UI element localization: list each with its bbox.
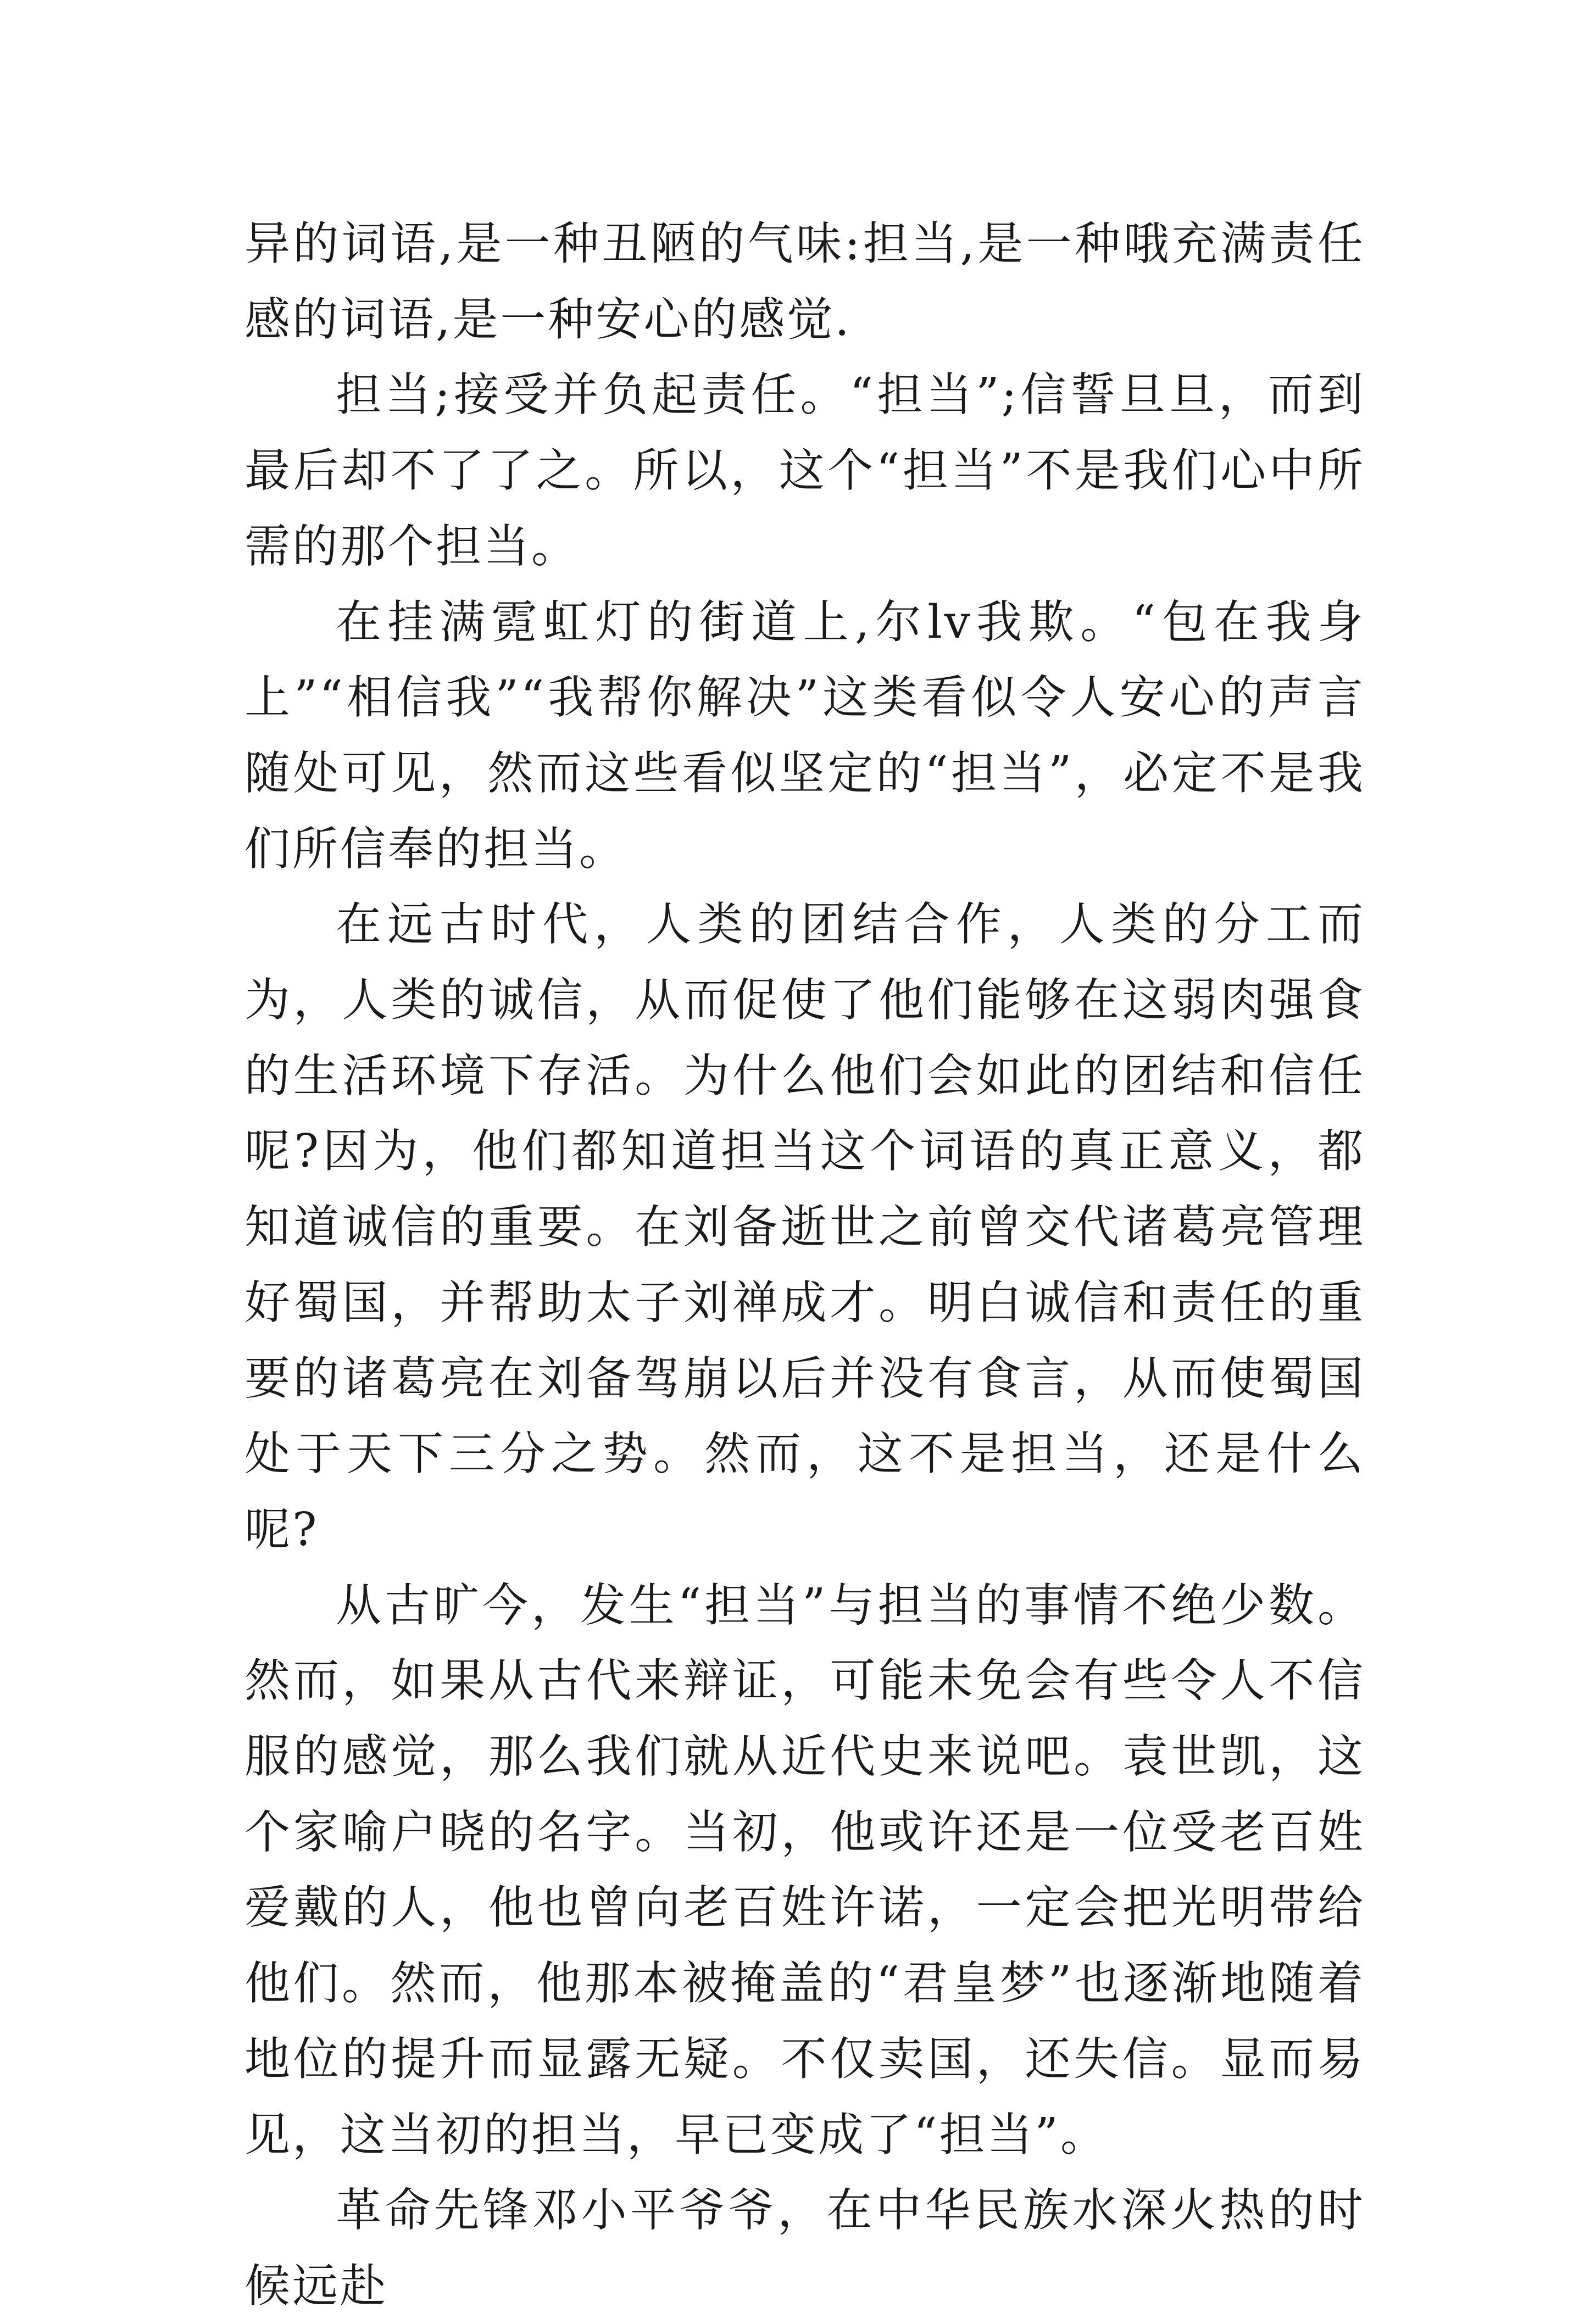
paragraph-2: 担当;接受并负起责任。“担当”;信誓旦旦，而到最后却不了了之。所以，这个“担当”不是我们心中所需的那个担当。 bbox=[244, 368, 1365, 573]
paragraph-4: 在远古时代，人类的团结合作，人类的分工而为，人类的诚信，从而促使了他们能够在这弱肉强食的生活环境下存活。为什么他们会如此的团结和信任呢?因为，他们都知道担当这个词语的真正意义，都知道诚信的重要。在刘备逝世之前曾交代诸葛亮管理好蜀国，并帮助太子刘禅成才。明白诚信和责任的重要的诸葛亮在刘备驾崩以后并没有食言，从而使蜀国处于天下三分之势。然而，这不是担当，还是什么呢? bbox=[244, 898, 1365, 1556]
paragraph-3: 在挂满霓虹灯的街道上,尔lv我欺。“包在我身上”“相信我”“我帮你解决”这类看似令人安心的声言随处可见，然而这些看似坚定的“担当”，必定不是我们所信奉的担当。 bbox=[244, 595, 1365, 876]
document-body bbox=[244, 206, 1365, 2324]
paragraph-6: 革命先锋邓小平爷爷，在中华民族水深火热的时候远赴 bbox=[244, 2183, 1365, 2312]
paragraph-1: 异的词语,是一种丑陋的气味:担当,是一种哦充满责任感的词语,是一种安心的感觉. bbox=[244, 217, 1365, 346]
paragraph-5: 从古旷今，发生“担当”与担当的事情不绝少数。然而，如果从古代来辩证，可能未免会有些令人不信服的感觉，那么我们就从近代史来说吧。袁世凯，这个家喻户晓的名字。当初，他或许还是一位受老百姓爱戴的人，他也曾向老百姓许诺，一定会把光明带给他们。然而，他那本被掩盖的“君皇梦”也逐渐地随着地位的提升而显露无疑。不仅卖国，还失信。显而易见，这当初的担当，早已变成了“担当”。 bbox=[244, 1578, 1365, 2161]
